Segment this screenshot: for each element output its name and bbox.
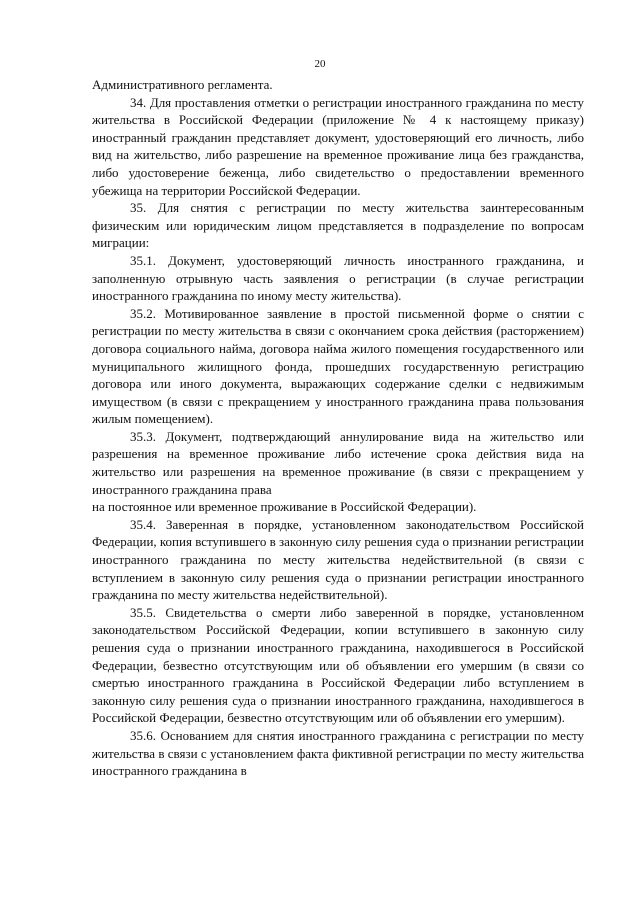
- paragraph-continuation: Административного регламента.: [92, 77, 273, 92]
- paragraph-34: 34. Для проставления отметки о регистрации иностранного гражданина по месту жительства в Российской Федерации (приложение № 4 к настоящему приказу) иностранный гражданин представляет документ, удостоверяющий его личность, либо вид на жительство, либо разрешение на временное проживание лица без гражданства, либо удостоверение беженца, либо свидетельство о предоставлении временного убежища на территории Российской Федерации.: [92, 94, 584, 198]
- paragraph-35-4: 35.4. Заверенная в порядке, установленном законодательством Российской Федерации, копия вступившего в законную силу решения суда о признании регистрации иностранного гражданина по месту жительства недействительной (в связи с вступлением в законную силу решения суда о признании регистрации иностранного гражданина по месту жительства недействительной).: [92, 516, 584, 603]
- paragraph-35-5: 35.5. Свидетельства о смерти либо заверенной в порядке, установленном законодательством Российской Федерации, копии вступившего в законную силу решения суда о признании иностранного гражданина, находившегося в Российской Федерации, безвестно отсутствующим или об объявлении его умершим (в связи со смертью иностранного гражданина в Российской Федерации либо вступлением в законную силу решения суда о признании иностранного гражданина, находившегося в Российской Федерации, безвестно отсутствующим или об объявлении его умершим).: [92, 604, 584, 726]
- page-number: 20: [314, 58, 326, 70]
- paragraph-35-3: 35.3. Документ, подтверждающий аннулирование вида на жительство или разрешения на временное проживание либо истечение срока действия вида на жительство или разрешения на временное проживание (в связи с прекращением у иностранного гражданина права: [92, 428, 584, 497]
- paragraph-35-3-continuation: на постоянное или временное проживание в Российской Федерации).: [92, 499, 477, 515]
- paragraph-35-2: 35.2. Мотивированное заявление в простой письменной форме о снятии с регистрации по месту жительства в связи с окончанием срока действия (расторжением) договора социального найма, договора найма жилого помещения государственного или муниципального жилищного фонда, прошедших государственную регистрацию договора или иного документа, выражающих содержание сделки с недвижимым имуществом (в связи с прекращением у иностранного гражданина права пользования жилым помещением).: [92, 305, 584, 427]
- paragraph-35-6: 35.6. Основанием для снятия иностранного гражданина с регистрации по месту жительства в связи с установлением факта фиктивной регистрации по месту жительства иностранного гражданина в: [92, 727, 584, 779]
- paragraph-35: 35. Для снятия с регистрации по месту жительства заинтересованным физическим или юридическим лицом представляется в подразделение по вопросам миграции:: [92, 200, 584, 251]
- document-body: [92, 76, 584, 780]
- paragraph-35-1: 35.1. Документ, удостоверяющий личность иностранного гражданина, и заполненную отрывную часть заявления о регистрации (в случае регистрации иностранного гражданина по иному месту жительства).: [92, 252, 584, 304]
